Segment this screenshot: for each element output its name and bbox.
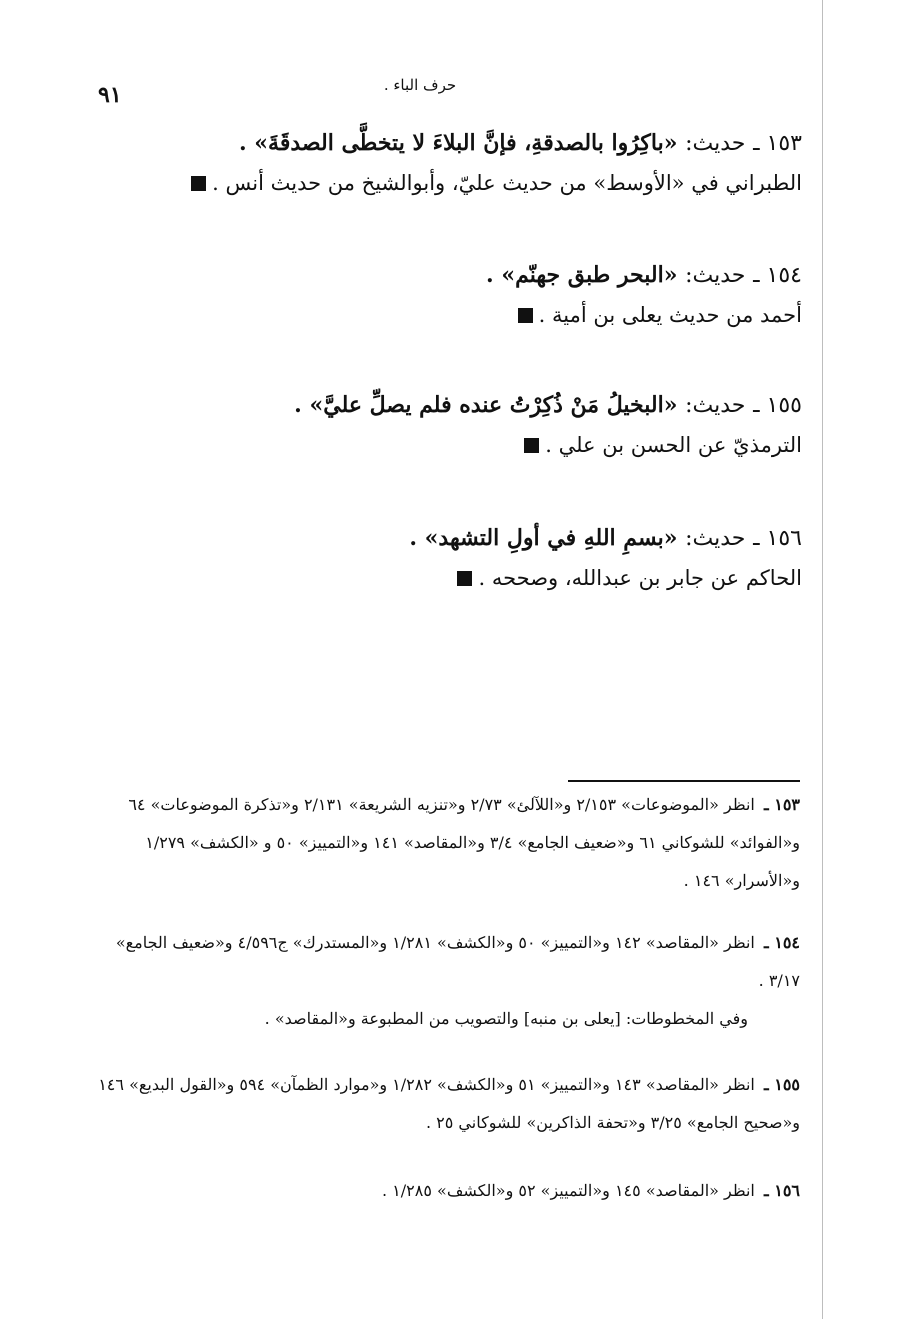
end-square-icon	[457, 571, 472, 586]
hadith-entry	[90, 392, 802, 459]
entry-label: حديث:	[685, 393, 746, 418]
footnote	[96, 924, 800, 1038]
hadith-source	[90, 566, 802, 591]
footnote-number: ١٥٥ ـ	[763, 1075, 800, 1094]
source-text: الترمذيّ عن الحسن بن علي .	[545, 433, 802, 458]
entry-label: حديث:	[685, 526, 746, 551]
hadith-title	[90, 262, 802, 289]
page-edge-line	[822, 0, 823, 1319]
hadith-entry	[90, 130, 802, 197]
hadith-text: «البخيلُ مَنْ ذُكِرْتُ عنده فلم يصلِّ عليَّ» .	[294, 392, 678, 418]
hadith-text: «البحر طبق جهنّم» .	[486, 262, 678, 288]
end-square-icon	[518, 308, 533, 323]
entry-number: ١٥٤ ـ	[753, 263, 802, 288]
source-text: الطبراني في «الأوسط» من حديث عليّ، وأبوالشيخ من حديث أنس .	[212, 171, 802, 196]
page-number: ٩١	[98, 82, 122, 108]
hadith-source	[90, 171, 802, 196]
hadith-text: «بسمِ اللهِ في أولِ التشهد» .	[409, 525, 678, 551]
entry-number: ١٥٣ ـ	[753, 131, 802, 156]
footnote	[96, 786, 800, 900]
source-text: أحمد من حديث يعلى بن أمية .	[538, 303, 802, 328]
hadith-entry	[90, 262, 802, 329]
hadith-text: «باكِرُوا بالصدقةِ، فإنَّ البلاءَ لا يتخطَّى الصدقَةَ» .	[238, 130, 678, 156]
footnote-number: ١٥٣ ـ	[763, 795, 800, 814]
footnote-number: ١٥٦ ـ	[763, 1181, 800, 1200]
end-square-icon	[524, 438, 539, 453]
footnote	[96, 1066, 800, 1142]
footnote-text: انظر «المقاصد» ١٤٣ و«التمييز» ٥١ و«الكشف» ١/٢٨٢ و«موارد الظمآن» ٥٩٤ و«القول البديع» ١٤٦ و«صحيح الجامع» ٣/٢٥ و«تحفة الذاكرين» للشوكاني ٢٥ .	[98, 1075, 800, 1132]
entry-number: ١٥٦ ـ	[753, 526, 802, 551]
running-head: حرف الباء .	[383, 76, 457, 94]
footnote-note: وفي المخطوطات: [يعلى بن منبه] والتصويب من المطبوعة و«المقاصد» .	[264, 1009, 748, 1028]
hadith-title	[90, 130, 802, 157]
footnote-text: انظر «الموضوعات» ٢/١٥٣ و«اللآلئ» ٢/٧٣ و«تنزيه الشريعة» ٢/١٣١ و«تذكرة الموضوعات» ٦٤ و«الفوائد» للشوكاني ٦١ و«ضعيف الجامع» ٣/٤ و«المقاصد» ١٤١ و«التمييز» ٥٠ و «الكشف» ١/٢٧٩ و«الأسرار» ١٤٦ .	[128, 795, 800, 890]
hadith-source	[90, 303, 802, 328]
footnote	[96, 1172, 800, 1210]
hadith-entry	[90, 525, 802, 592]
footnote-text: انظر «المقاصد» ١٤٢ و«التمييز» ٥٠ و«الكشف» ١/٢٨١ و«المستدرك» ج٤/٥٩٦ و«ضعيف الجامع» ٣/١٧ .	[115, 933, 800, 990]
hadith-source	[90, 433, 802, 458]
end-square-icon	[191, 176, 206, 191]
footnote-text: انظر «المقاصد» ١٤٥ و«التمييز» ٥٢ و«الكشف» ١/٢٨٥ .	[382, 1181, 755, 1200]
entry-label: حديث:	[685, 131, 746, 156]
hadith-title	[90, 392, 802, 419]
source-text: الحاكم عن جابر بن عبدالله، وصححه .	[478, 566, 802, 591]
entry-number: ١٥٥ ـ	[753, 393, 802, 418]
footnote-number: ١٥٤ ـ	[763, 933, 800, 952]
footnote-separator	[568, 780, 800, 782]
hadith-title	[90, 525, 802, 552]
entry-label: حديث:	[685, 263, 746, 288]
